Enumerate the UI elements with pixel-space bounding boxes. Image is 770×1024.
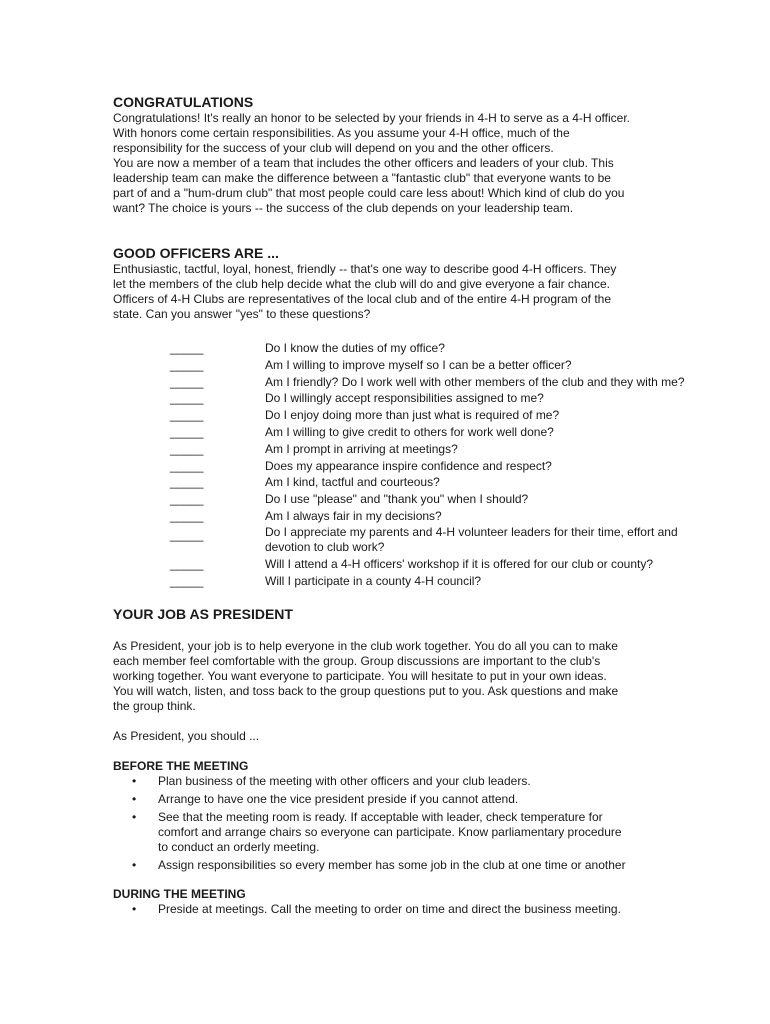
checklist-item: _____ Am I willing to give credit to others for work well done? xyxy=(113,424,713,441)
president-heading: YOUR JOB AS PRESIDENT xyxy=(113,606,293,623)
list-item: • Assign responsibilities so every member has some job in the club at one time or another xyxy=(132,858,626,873)
answer-blank[interactable]: _____ xyxy=(170,341,204,355)
checklist-item: _____ Do I willingly accept responsibilities assigned to me? xyxy=(113,390,713,407)
good-officers-heading: GOOD OFFICERS ARE ... xyxy=(113,245,279,261)
officer-checklist xyxy=(113,340,713,589)
good-officers-text: Enthusiastic, tactful, loyal, honest, friendly -- that's one way to describe good 4-H officers. They let the members of the club help decide what the club will do and give everyone a fair chance. Officers of 4-H Clubs are representatives of the local club and of the entire 4-H program of the state. Can you answer "yes" to these questions? xyxy=(113,262,617,321)
during-meeting-heading: DURING THE MEETING xyxy=(113,887,246,902)
checklist-item: _____ Do I enjoy doing more than just what is required of me? xyxy=(113,407,713,424)
answer-blank[interactable]: _____ xyxy=(170,391,204,406)
answer-blank[interactable]: _____ xyxy=(170,475,204,490)
checklist-item: _____ Does my appearance inspire confidence and respect? xyxy=(113,458,713,475)
answer-blank[interactable]: _____ xyxy=(170,357,204,372)
answer-blank[interactable]: _____ xyxy=(170,508,204,523)
checklist-item: _____ Will I participate in a county 4-H council? xyxy=(113,573,713,590)
answer-blank[interactable]: _____ xyxy=(170,374,204,389)
checklist-item: _____ Am I kind, tactful and courteous? xyxy=(113,474,713,491)
bullet-icon: • xyxy=(132,858,137,873)
checklist-item: _____ Will I attend a 4-H officers' workshop if it is offered for our club or county? xyxy=(113,556,713,573)
checklist-item: _____ Am I prompt in arriving at meetings? xyxy=(113,441,713,458)
good-officers-section xyxy=(113,244,713,589)
congratulations-heading: CONGRATULATIONS xyxy=(113,94,254,110)
president-should-text: As President, you should ... xyxy=(113,729,260,744)
checklist-item: _____ Am I always fair in my decisions? xyxy=(113,508,713,525)
answer-blank[interactable]: _____ xyxy=(170,573,204,588)
answer-blank[interactable]: _____ xyxy=(170,441,204,456)
before-meeting-list xyxy=(113,774,713,873)
congratulations-text: Congratulations! It's really an honor to be selected by your friends in 4-H to serve as a 4-H officer. With honors come certain responsibilities. As you assume your 4-H office, much of the responsibility for the success of your club will depend on you and the other officers. You are now a member of a team that includes the other officers and leaders of your club. This leadership team can make the difference between a "fantastic club" that everyone wants to be part of and a "hum-drum club" that most people could care less about! Which kind of club do you want? The choice is yours -- the success of the club depends on your leadership team. xyxy=(113,111,631,215)
list-item: • Arrange to have one the vice president preside if you cannot attend. xyxy=(132,792,519,807)
checklist-item: _____ Do I know the duties of my office? xyxy=(113,340,713,357)
checklist-item: _____ Am I friendly? Do I work well with other members of the club and they with me? xyxy=(113,374,713,391)
answer-blank[interactable]: _____ xyxy=(170,492,204,507)
answer-blank[interactable]: _____ xyxy=(170,424,204,439)
answer-blank[interactable]: _____ xyxy=(170,408,204,423)
checklist-item: _____ Am I willing to improve myself so I can be a better officer? xyxy=(113,357,713,374)
answer-blank[interactable]: _____ xyxy=(170,527,204,542)
checklist-item: _____ Do I use "please" and "thank you" when I should? xyxy=(113,491,713,508)
list-item: • Plan business of the meeting with other officers and your club leaders. xyxy=(132,774,531,789)
answer-blank[interactable]: _____ xyxy=(170,556,204,571)
document-page xyxy=(113,93,713,920)
president-section xyxy=(113,605,713,917)
bullet-icon: • xyxy=(132,902,137,917)
checklist-item: _____ Do I appreciate my parents and 4-H volunteer leaders for their time, effort and devotion to club work? xyxy=(113,525,713,555)
bullet-icon: • xyxy=(132,792,137,807)
answer-blank[interactable]: _____ xyxy=(170,458,204,473)
list-item: • See that the meeting room is ready. If acceptable with leader, check temperature for comfort and arrange chairs so everyone can participate. Know parliamentary procedure to conduct an orderly meeting. xyxy=(132,810,622,855)
congratulations-section xyxy=(113,93,713,216)
bullet-icon: • xyxy=(132,774,137,789)
during-meeting-list xyxy=(113,902,713,917)
list-item: • Preside at meetings. Call the meeting to order on time and direct the business meeting. xyxy=(132,902,621,917)
before-meeting-heading: BEFORE THE MEETING xyxy=(113,759,249,774)
president-text: As President, your job is to help everyone in the club work together. You do all you can to make each member feel comfortable with the group. Group discussions are important to the club's working together. You want everyone to participate. You will hesitate to put in your own ideas. You will watch, listen, and toss back to the group questions put to you. Ask questions and make the group think. xyxy=(113,639,619,714)
bullet-icon: • xyxy=(132,810,137,825)
